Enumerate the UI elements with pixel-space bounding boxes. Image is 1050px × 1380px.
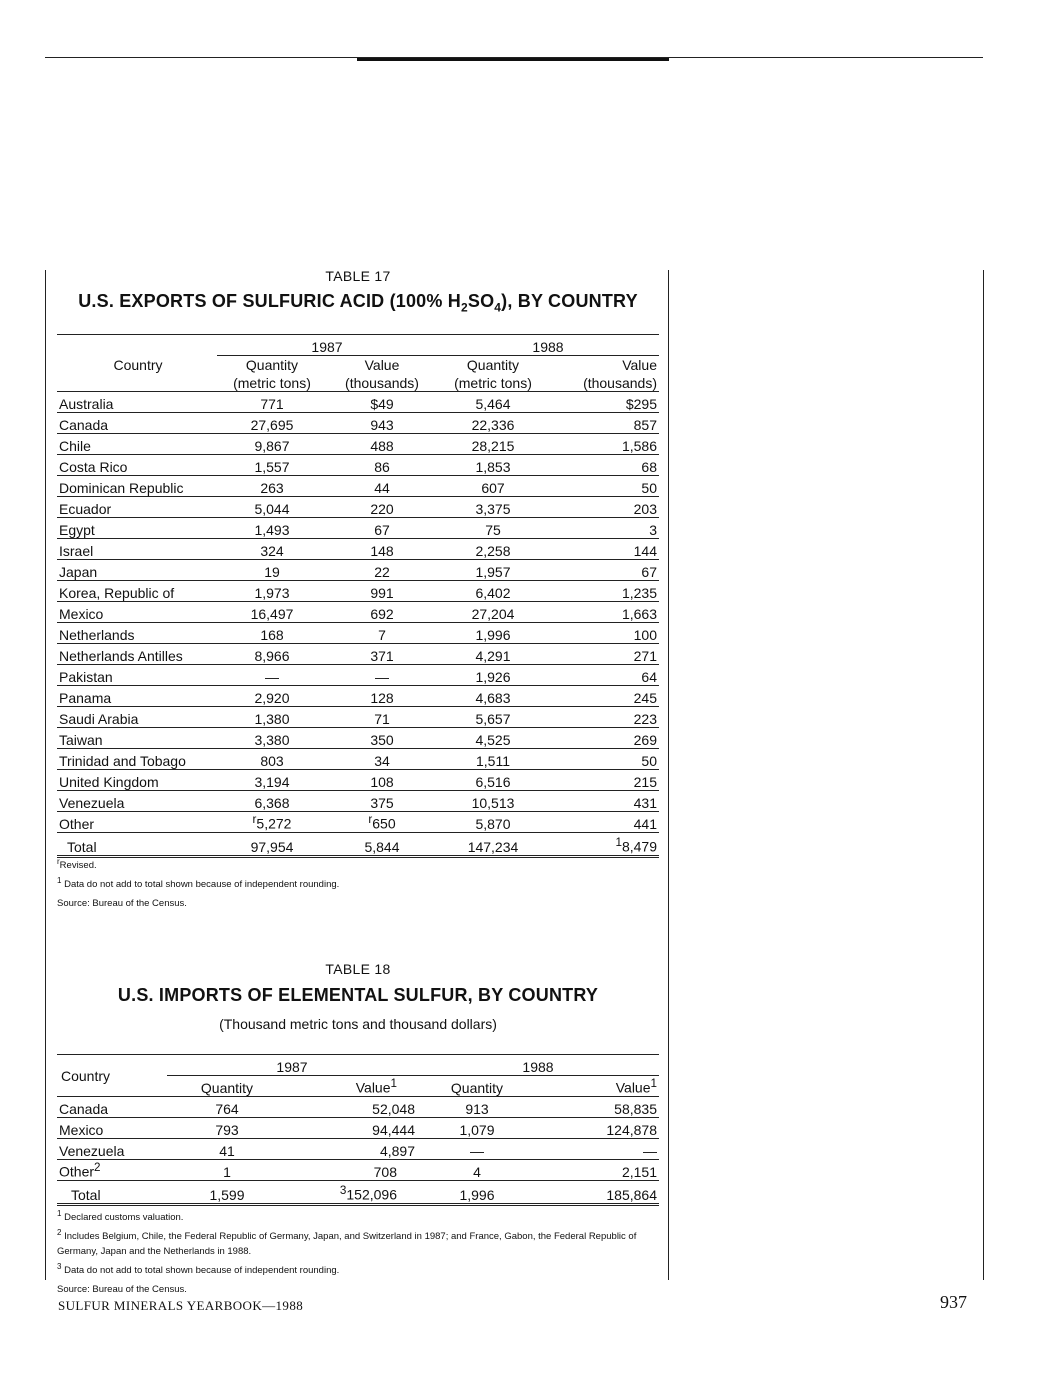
cell-value-1987: 94,444 [287,1118,417,1139]
total-qty-1987: 97,954 [250,839,294,855]
cell-value-1987: 371 [327,644,437,665]
country-name: Ecuador [57,497,217,518]
table-row [57,1097,659,1118]
table-row [57,812,659,833]
country-name: Mexico [57,1118,167,1139]
page-number: 937 [940,1292,967,1312]
footnote-source: Source: Bureau of the Census. [57,1284,187,1296]
cell-value-1988: 431 [549,791,659,812]
cell-value-1987: $49 [327,392,437,413]
cell-value-1987: 86 [327,455,437,476]
cell-qty-1988: 1,996 [437,623,549,644]
cell-value-1987: 52,048 [287,1097,417,1118]
country-name: Other$^2$ [57,1160,167,1181]
table-row [57,1118,659,1139]
cell-value-1988: 441 [549,812,659,833]
cell-value-1987: $^r$650 [327,812,437,833]
table-row [57,560,659,581]
cell-qty-1988: 5,657 [437,707,549,728]
table-row [57,644,659,665]
footnote-revised: $^r$Revised. [57,857,97,872]
country-name: Egypt [57,518,217,539]
table17-title: U.S. EXPORTS OF SULFURIC ACID (100% $H_2SO_4$), BY COUNTRY [78,291,638,315]
cell-value-1988: 203 [549,497,659,518]
cell-value-1987: 4,897 [287,1139,417,1160]
cell-qty-1988: 22,336 [437,413,549,434]
top-rule-accent [357,58,669,61]
cell-value-1987: 488 [327,434,437,455]
table17-total-row [57,833,659,857]
cell-qty-1987: 9,867 [217,434,327,455]
total-qty-1988: 147,234 [467,839,519,855]
cell-value-1988: 50 [549,476,659,497]
table-row [57,770,659,791]
cell-qty-1987: 764 [167,1097,287,1118]
country-name: Japan [57,560,217,581]
table17-qty-header: Quantity [245,357,299,373]
cell-qty-1988: 10,513 [437,791,549,812]
table17-country-header: Country [113,357,163,373]
cell-qty-1988: 27,204 [437,602,549,623]
table17-value-header: Value [622,357,657,373]
cell-value-1988: 58,835 [537,1097,659,1118]
footnote-1: $^1$ Declared customs valuation. [57,1209,184,1224]
country-name: Panama [57,686,217,707]
cell-qty-1987: 803 [217,749,327,770]
cell-value-1987: 7 [327,623,437,644]
cell-qty-1988: 5,870 [437,812,549,833]
cell-qty-1987: 16,497 [217,602,327,623]
table-row [57,791,659,812]
cell-qty-1988: 5,464 [437,392,549,413]
country-name: Venezuela [57,1139,167,1160]
table-row [57,602,659,623]
cell-qty-1988: 4 [417,1160,537,1181]
table-row [57,728,659,749]
cell-value-1987: 943 [327,413,437,434]
cell-qty-1987: 1,493 [217,518,327,539]
table17-year1: 1987 [217,335,437,356]
cell-value-1988: 245 [549,686,659,707]
cell-value-1987: 22 [327,560,437,581]
cell-qty-1987: 19 [217,560,327,581]
table18-subtitle: (Thousand metric tons and thousand dollars) [219,1016,497,1032]
country-name: Taiwan [57,728,217,749]
column-rule-right [983,270,984,1280]
cell-qty-1987: 263 [217,476,327,497]
cell-value-1987: — [327,665,437,686]
country-name: United Kingdom [57,770,217,791]
total-label: Total [67,839,97,855]
cell-value-1988: 64 [549,665,659,686]
table-row [57,518,659,539]
country-name: Dominican Republic [57,476,217,497]
table17-footnotes [57,854,659,911]
cell-qty-1988: 28,215 [437,434,549,455]
cell-value-1987: 692 [327,602,437,623]
table17-label: TABLE 17 [325,268,391,284]
cell-qty-1987: 27,695 [217,413,327,434]
cell-value-1988: 50 [549,749,659,770]
cell-value-1987: 34 [327,749,437,770]
table18-footnotes [57,1206,661,1297]
cell-qty-1988: — [417,1139,537,1160]
column-rule-left [45,270,46,1280]
cell-value-1987: 708 [287,1160,417,1181]
table-row [57,434,659,455]
cell-qty-1987: 1,557 [217,455,327,476]
table18-qty-header: Quantity [200,1080,254,1096]
cell-qty-1987: — [217,665,327,686]
cell-value-1987: 991 [327,581,437,602]
cell-qty-1988: 2,258 [437,539,549,560]
total-label: Total [71,1187,101,1203]
cell-value-1988: 271 [549,644,659,665]
country-name: Canada [57,413,217,434]
table18 [57,1054,659,1206]
table-row [57,539,659,560]
cell-qty-1988: 4,683 [437,686,549,707]
country-name: Saudi Arabia [57,707,217,728]
table17-qty-unit: (metric tons) [233,375,311,391]
cell-qty-1988: 3,375 [437,497,549,518]
cell-value-1988: 100 [549,623,659,644]
cell-value-1988: 269 [549,728,659,749]
cell-value-1987: 148 [327,539,437,560]
cell-value-1987: 350 [327,728,437,749]
cell-value-1988: 215 [549,770,659,791]
table18-year1: 1987 [167,1055,417,1076]
country-name: Trinidad and Tobago [57,749,217,770]
cell-qty-1987: 1,380 [217,707,327,728]
cell-qty-1987: $^r$5,272 [217,812,327,833]
cell-value-1988: $295 [549,392,659,413]
total-qty-1988: 1,996 [459,1187,495,1203]
country-name: Australia [57,392,217,413]
table17-value-unit: (thousands) [583,375,657,391]
cell-qty-1987: 3,380 [217,728,327,749]
table17 [57,334,659,858]
cell-qty-1987: 168 [217,623,327,644]
table-row [57,749,659,770]
cell-qty-1988: 6,516 [437,770,549,791]
cell-value-1988: 223 [549,707,659,728]
country-name: Venezuela [57,791,217,812]
cell-qty-1987: 6,368 [217,791,327,812]
table17-qty-unit: (metric tons) [454,375,532,391]
table17-value-header: Value [364,357,400,373]
country-name: Costa Rico [57,455,217,476]
cell-qty-1988: 1,853 [437,455,549,476]
cell-value-1988: — [537,1139,659,1160]
table-row [57,686,659,707]
table-row [57,1139,659,1160]
cell-qty-1988: 4,525 [437,728,549,749]
table17-value-unit: (thousands) [345,375,419,391]
table18-value-header: Value$^1$ [355,1077,397,1096]
table-row [57,455,659,476]
total-value-1988: $^1$8,479 [615,836,657,855]
country-name: Pakistan [57,665,217,686]
table-row [57,1160,659,1181]
cell-value-1987: 67 [327,518,437,539]
cell-value-1988: 1,663 [549,602,659,623]
table-row [57,476,659,497]
cell-qty-1987: 41 [167,1139,287,1160]
total-value-1987: $^3$152,096 [339,1184,397,1203]
cell-value-1987: 128 [327,686,437,707]
cell-value-1988: 68 [549,455,659,476]
cell-value-1988: 3 [549,518,659,539]
cell-value-1988: 1,586 [549,434,659,455]
footnote-3: $^3$ Data do not add to total shown because of independent rounding. [57,1262,340,1277]
table-row [57,707,659,728]
table18-country-header: Country [61,1067,111,1084]
cell-qty-1987: 1 [167,1160,287,1181]
country-name: Korea, Republic of [57,581,217,602]
cell-qty-1988: 1,511 [437,749,549,770]
cell-qty-1987: 1,973 [217,581,327,602]
table-row [57,581,659,602]
cell-qty-1988: 6,402 [437,581,549,602]
table-row [57,623,659,644]
table-row [57,497,659,518]
country-name: Netherlands [57,623,217,644]
cell-value-1987: 375 [327,791,437,812]
table18-label: TABLE 18 [325,961,391,977]
cell-qty-1988: 75 [437,518,549,539]
table18-qty-header: Quantity [450,1080,504,1096]
cell-value-1988: 124,878 [537,1118,659,1139]
table18-year2: 1988 [417,1055,659,1076]
cell-value-1988: 2,151 [537,1160,659,1181]
cell-value-1988: 144 [549,539,659,560]
cell-qty-1987: 5,044 [217,497,327,518]
total-qty-1987: 1,599 [209,1187,245,1203]
country-name: Netherlands Antilles [57,644,217,665]
table18-title: U.S. IMPORTS OF ELEMENTAL SULFUR, BY COUNTRY [117,985,599,1005]
cell-value-1987: 220 [327,497,437,518]
cell-qty-1987: 3,194 [217,770,327,791]
publication-footer: SULFUR MINERALS YEARBOOK—1988 [58,1298,304,1313]
cell-qty-1987: 771 [217,392,327,413]
column-rule-middle [668,270,669,1280]
table18-value-header: Value$^1$ [615,1077,657,1096]
country-name: Canada [57,1097,167,1118]
cell-value-1987: 71 [327,707,437,728]
country-name: Chile [57,434,217,455]
cell-qty-1987: 324 [217,539,327,560]
table17-qty-header: Quantity [466,357,520,373]
total-value-1988: 185,864 [606,1187,657,1203]
footnote-source: Source: Bureau of the Census. [57,898,187,910]
footnote-2: $^2$ Includes Belgium, Chile, the Federal Republic of Germany, Japan, and Switzerland in 1987; and France, Gabon, the Federal Republic of Germany, Japan and the Netherlands in 1988. [57,1228,637,1258]
total-value-1987: 5,844 [364,839,400,855]
country-name: Mexico [57,602,217,623]
cell-value-1988: 1,235 [549,581,659,602]
cell-qty-1988: 607 [437,476,549,497]
footnote-1: $^1$ Data do not add to total shown because of independent rounding. [57,876,340,891]
cell-qty-1987: 2,920 [217,686,327,707]
cell-qty-1988: 1,957 [437,560,549,581]
table-row [57,413,659,434]
cell-qty-1988: 913 [417,1097,537,1118]
cell-value-1988: 67 [549,560,659,581]
cell-qty-1988: 1,079 [417,1118,537,1139]
cell-qty-1987: 8,966 [217,644,327,665]
table-row [57,392,659,413]
cell-value-1987: 108 [327,770,437,791]
cell-value-1987: 44 [327,476,437,497]
cell-qty-1988: 1,926 [437,665,549,686]
country-name: Other [57,812,217,833]
cell-value-1988: 857 [549,413,659,434]
table17-year2: 1988 [437,335,659,356]
cell-qty-1988: 4,291 [437,644,549,665]
country-name: Israel [57,539,217,560]
cell-qty-1987: 793 [167,1118,287,1139]
table18-total-row [57,1181,659,1205]
table-row [57,665,659,686]
